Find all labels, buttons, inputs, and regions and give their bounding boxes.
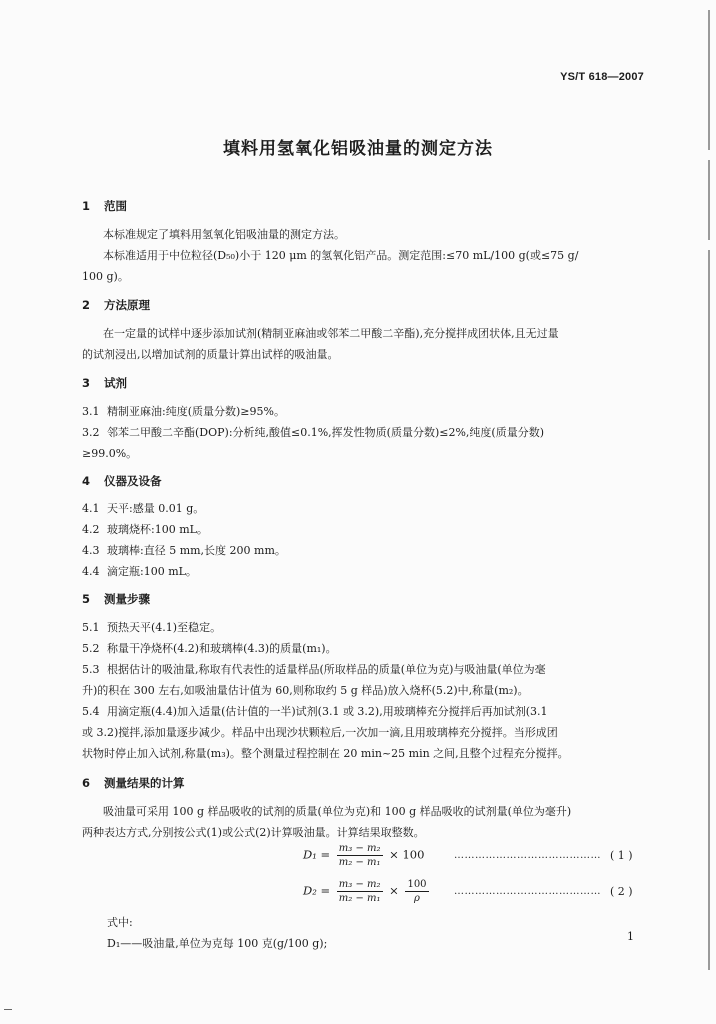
section-1-para-2-cont: 100 g)。 — [82, 270, 129, 283]
formula-1-number: ( 1 ) — [610, 849, 633, 862]
formula-1-fraction: $\frac{\text{m₃ − m₂}}{\text{m₂ − m₁}}$ — [338, 843, 381, 868]
item-5-4-cont-1: 或 3.2)搅拌,添加量逐步减少。样品中出现沙状颗粒后,一次加一滴,且用玻璃棒充分搅拌。当形成团 — [82, 726, 558, 739]
formula-2: D₂ = $\frac{\text{m₃ − m₂}}{\text{m₂ − m₁}}$ × $\frac{100}{\rho}$ — [303, 879, 427, 904]
scan-edge-line — [708, 160, 710, 240]
item-5-2: 5.2 称量干净烧杯(4.2)和玻璃棒(4.3)的质量(m₁)。 — [82, 642, 337, 655]
document-title: 填料用氢氧化铝吸油量的测定方法 — [223, 139, 493, 159]
formula-2-leader: …………………………………… — [454, 886, 601, 897]
item-4-3: 4.3 玻璃棒:直径 5 mm,长度 200 mm。 — [82, 544, 286, 557]
where-label: 式中: — [107, 916, 133, 929]
item-4-4: 4.4 滴定瓶:100 mL。 — [82, 565, 197, 578]
scan-edge-line — [708, 10, 710, 150]
section-2-para-cont: 的试剂浸出,以增加试剂的质量计算出试样的吸油量。 — [82, 348, 339, 361]
section-6-heading: 6 测量结果的计算 — [82, 776, 185, 790]
item-4-2: 4.2 玻璃烧杯:100 mL。 — [82, 523, 208, 536]
section-1-para-1: 本标准规定了填料用氢氧化铝吸油量的测定方法。 — [103, 228, 345, 241]
section-6-para: 吸油量可采用 100 g 样品吸收的试剂的质量(单位为克)和 100 g 样品吸收的试剂量(单位为毫升) — [103, 805, 572, 818]
item-5-4-cont-2: 状物时停止加入试剂,称量(m₃)。整个测量过程控制在 20 min~25 min 之间,且整个过程充分搅拌。 — [82, 747, 569, 760]
item-5-3: 5.3 根据估计的吸油量,称取有代表性的适量样品(所取样品的质量(单位为克)与吸油量(单位为毫 — [82, 663, 546, 676]
item-3-2-cont: ≥99.0%。 — [82, 447, 138, 460]
item-3-2: 3.2 邻苯二甲酸二辛酯(DOP):分析纯,酸值≤0.1%,挥发性物质(质量分数)≤2%,纯度(质量分数) — [82, 426, 545, 439]
section-5-heading: 5 测量步骤 — [82, 592, 150, 606]
item-5-3-cont: 升)的积在 300 左右,如吸油量估计值为 60,则称取约 5 g 样品)放入烧杯(5.2)中,称量(m₂)。 — [82, 684, 529, 697]
section-3-heading: 3 试剂 — [82, 376, 127, 390]
definition-d1: D₁——吸油量,单位为克每 100 克(g/100 g); — [107, 937, 328, 950]
item-5-4: 5.4 用滴定瓶(4.4)加入适量(估计值的一半)试剂(3.1 或 3.2),用玻璃棒充分搅拌后再加试剂(3.1 — [82, 705, 548, 718]
standard-number: YS/T 618—2007 — [560, 71, 644, 83]
page-number: 1 — [627, 930, 634, 943]
scan-corner-mark — [4, 1009, 12, 1010]
formula-2-fraction-1: $\frac{\text{m₃ − m₂}}{\text{m₂ − m₁}}$ — [338, 879, 381, 904]
section-2-para: 在一定量的试样中逐步添加试剂(精制亚麻油或邻苯二甲酸二辛酯),充分搅拌成团状体,且无过量 — [103, 327, 559, 340]
formula-2-number: ( 2 ) — [610, 885, 633, 898]
section-1-para-2: 本标准适用于中位粒径(D₅₀)小于 120 μm 的氢氧化铝产品。测定范围:≤70 mL/100 g(或≤75 g/ — [103, 249, 579, 262]
section-1-heading: 1 范围 — [82, 199, 127, 213]
section-4-heading: 4 仪器及设备 — [82, 474, 162, 488]
formula-1: D₁ = $\frac{\text{m₃ − m₂}}{\text{m₂ − m₁}}$ × 100 — [303, 843, 425, 868]
section-2-heading: 2 方法原理 — [82, 298, 150, 312]
item-5-1: 5.1 预热天平(4.1)至稳定。 — [82, 621, 222, 634]
item-4-1: 4.1 天平:感量 0.01 g。 — [82, 502, 205, 515]
item-3-1: 3.1 精制亚麻油:纯度(质量分数)≥95%。 — [82, 405, 285, 418]
formula-2-fraction-2: $\frac{100}{\rho}$ — [407, 879, 427, 904]
scan-edge-line — [708, 250, 710, 970]
section-6-para-cont: 两种表达方式,分别按公式(1)或公式(2)计算吸油量。计算结果取整数。 — [82, 826, 425, 839]
formula-1-leader: …………………………………… — [454, 850, 601, 861]
